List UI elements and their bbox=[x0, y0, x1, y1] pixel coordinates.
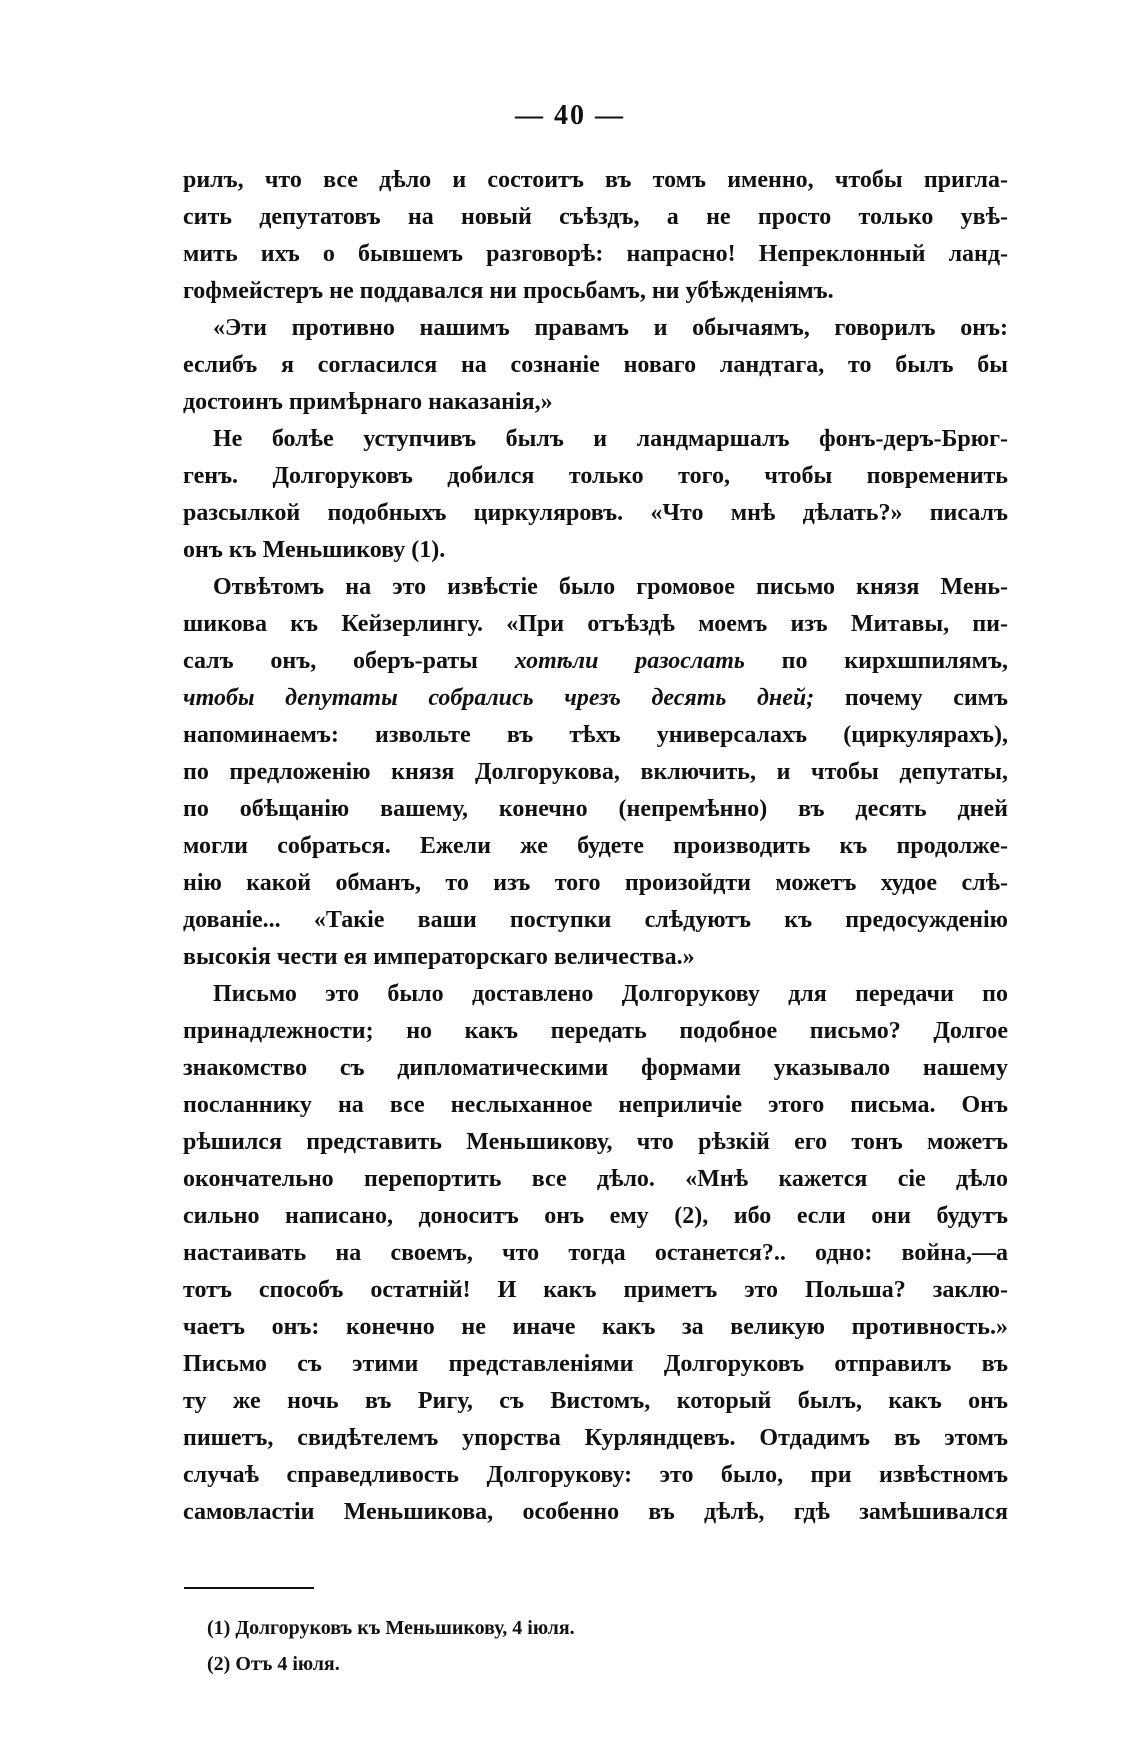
text-line: мить ихъ о бывшемъ разговорѣ: напрасно! Непреклонный ланд- bbox=[183, 241, 1008, 267]
text-line: шикова къ Кейзерлингу. «При отъѣздѣ моемъ изъ Митавы, пи- bbox=[183, 611, 1008, 637]
text-line: окончательно перепортить все дѣло. «Мнѣ кажется сіе дѣло bbox=[183, 1166, 1008, 1192]
text-line: чаетъ онъ: конечно не иначе какъ за великую противность.» bbox=[183, 1314, 1008, 1340]
text-line: тотъ способъ остатній! И какъ приметъ это Польша? заклю- bbox=[183, 1277, 1008, 1303]
text-line: Письмо съ этими представленіями Долгоруковъ отправилъ въ bbox=[183, 1351, 1008, 1377]
footnotes bbox=[207, 1610, 907, 1682]
text-line: онъ къ Меньшикову (1). bbox=[183, 537, 446, 563]
text-line: посланнику на все неслыханное неприличіе этого письма. Онъ bbox=[183, 1092, 1008, 1118]
text-line: рѣшился представить Меньшикову, что рѣзкій его тонъ можетъ bbox=[183, 1129, 1008, 1155]
text-line: принадлежности; но какъ передать подобное письмо? Долгое bbox=[183, 1018, 1008, 1044]
text-line: достоинъ примѣрнаго наказанія,» bbox=[183, 389, 553, 415]
text-line: самовластіи Меньшикова, особенно въ дѣлѣ, гдѣ замѣшивался bbox=[183, 1499, 1008, 1525]
footnote-2: (2) Отъ 4 іюля. bbox=[207, 1653, 340, 1675]
text-line: дованіе... «Такіе ваши поступки слѣдуютъ къ предосужденію bbox=[183, 907, 1008, 933]
text-line: пишетъ, свидѣтелемъ упорства Курляндцевъ. Отдадимъ въ этомъ bbox=[183, 1425, 1008, 1451]
text-line: Письмо это было доставлено Долгорукову для передачи по bbox=[213, 981, 1008, 1007]
text-line: настаивать на своемъ, что тогда останется?.. одно: война,—а bbox=[183, 1240, 1008, 1266]
paragraph-2 bbox=[183, 310, 1008, 421]
text-line: «Эти противно нашимъ правамъ и обычаямъ, говорилъ онъ: bbox=[213, 315, 1008, 341]
footnote-divider bbox=[184, 1587, 314, 1589]
text-line: случаѣ справедливость Долгорукову: это было, при извѣстномъ bbox=[183, 1462, 1008, 1488]
text-line: разсылкой подобныхъ циркуляровъ. «Что мнѣ дѣлать?» писалъ bbox=[183, 500, 1008, 526]
paragraph-1 bbox=[183, 162, 1008, 310]
text-line: сильно написано, доноситъ онъ ему (2), ибо если они будутъ bbox=[183, 1203, 1008, 1229]
text-line: ту же ночь въ Ригу, съ Вистомъ, который былъ, какъ онъ bbox=[183, 1388, 1008, 1414]
text-line: знакомство съ дипломатическими формами указывало нашему bbox=[183, 1055, 1008, 1081]
paragraph-4 bbox=[183, 569, 1008, 976]
text-line: по обѣщанію вашему, конечно (непремѣнно) въ десять дней bbox=[183, 796, 1008, 822]
text-line: Не болѣе уступчивъ былъ и ландмаршалъ фонъ-деръ-Брюг- bbox=[213, 426, 1008, 452]
text-line: сить депутатовъ на новый съѣздъ, а не просто только увѣ- bbox=[183, 204, 1008, 230]
text-line: высокія чести ея императорскаго величества.» bbox=[183, 944, 695, 970]
italic-phrase: чтобы депутаты собрались чрезъ десять дней; bbox=[183, 685, 815, 711]
text-line: рилъ, что все дѣло и состоитъ въ томъ именно, чтобы пригла- bbox=[183, 167, 1008, 193]
text-line: чтобы депутаты собрались чрезъ десять дней; почему симъ bbox=[183, 685, 1008, 711]
text-line: Отвѣтомъ на это извѣстіе было громовое письмо князя Мень- bbox=[213, 574, 1008, 600]
paragraph-3 bbox=[183, 421, 1008, 569]
italic-phrase: хотѣли разослать bbox=[514, 648, 745, 674]
page-number: — 40 — bbox=[515, 100, 625, 131]
text-line: салъ онъ, оберъ-раты хотѣли разослать по кирхшпилямъ, bbox=[183, 648, 1008, 674]
text-line: напоминаемъ: извольте въ тѣхъ универсалахъ (циркулярахъ), bbox=[183, 722, 1008, 748]
text-line: генъ. Долгоруковъ добился только того, чтобы повременить bbox=[183, 463, 1008, 489]
paragraph-5 bbox=[183, 976, 1008, 1531]
text-line: нію какой обманъ, то изъ того произойдти можетъ худое слѣ- bbox=[183, 870, 1008, 896]
text-line: гофмейстеръ не поддавался ни просьбамъ, ни убѣжденіямъ. bbox=[183, 278, 834, 304]
footnote-1: (1) Долгоруковъ къ Меньшикову, 4 іюля. bbox=[207, 1617, 575, 1639]
text-line: могли собраться. Ежели же будете производить къ продолже- bbox=[183, 833, 1008, 859]
body-text bbox=[183, 162, 1008, 1531]
text-line: по предложенію князя Долгорукова, включить, и чтобы депутаты, bbox=[183, 759, 1008, 785]
text-line: еслибъ я согласился на сознаніе новаго ландтага, то былъ бы bbox=[183, 352, 1008, 378]
